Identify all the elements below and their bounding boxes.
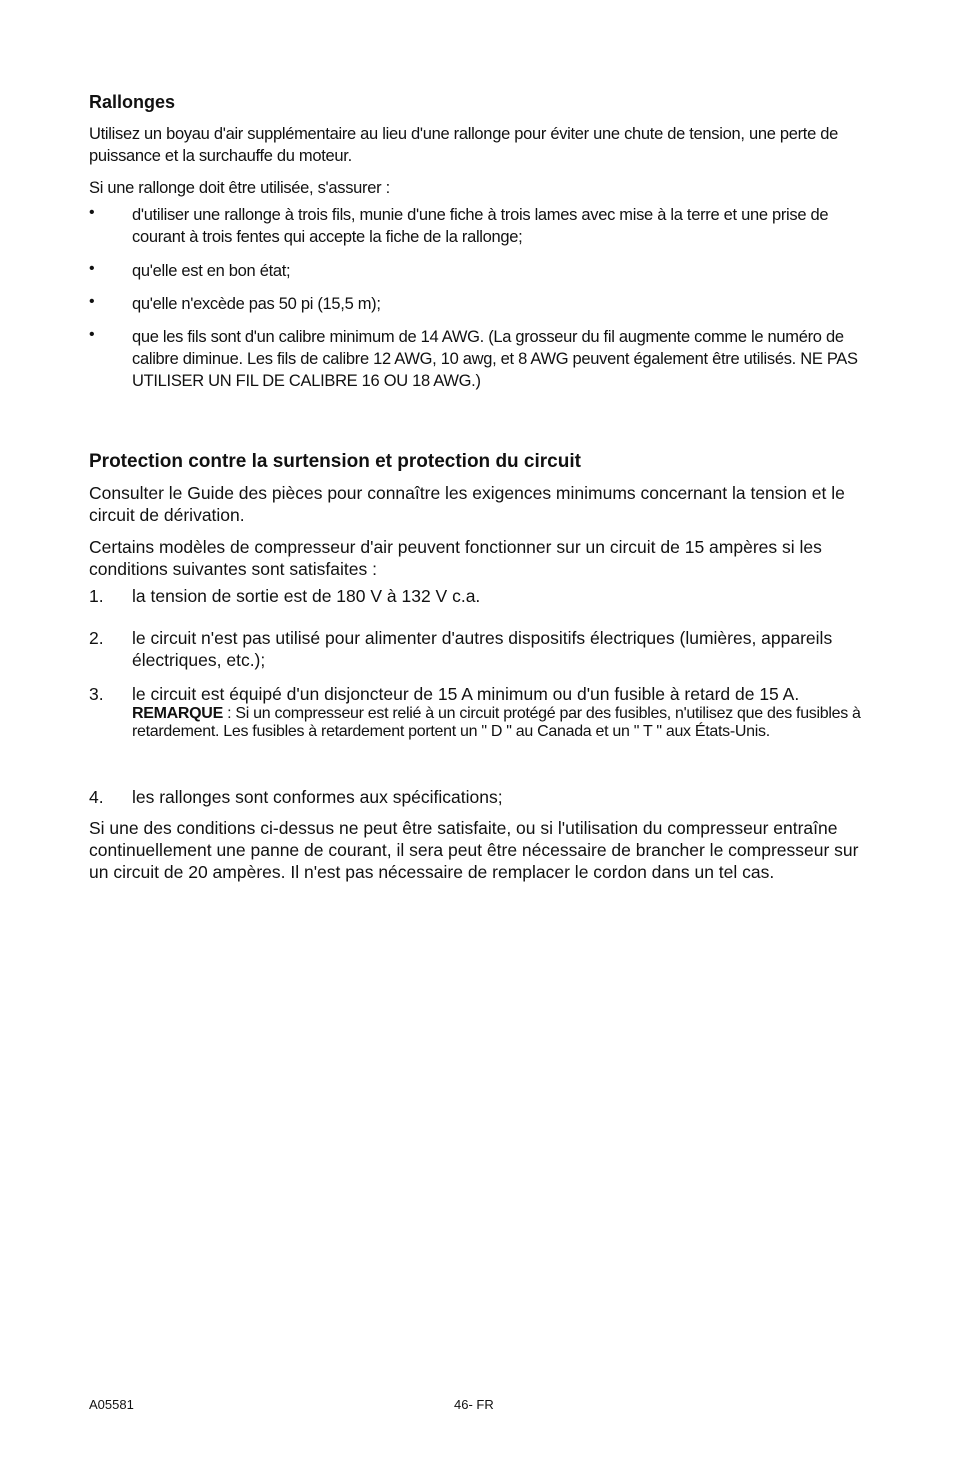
bullet-text: que les fils sont d'un calibre minimum de 14 AWG. (La grosseur du fil augmente comme le numéro de calibre diminue. Les fils de calibre 12 AWG, 10 awg, et 8 AWG peuvent également être utilisés. NE PAS UTILISER UN FIL DE CALIBRE 16 OU 18 AWG.) (132, 328, 858, 390)
item-number: 4. (89, 787, 104, 807)
bullet-marker: • (89, 326, 95, 343)
remark-note (132, 705, 861, 740)
remark-text: : Si un compresseur est relié à un circuit protégé par des fusibles, n'utilisez que des fusibles à retardement. Les fusibles à retardement portent un " D " au Canada et un " T " aux États-Unis. (132, 705, 861, 740)
bullet-marker: • (89, 204, 95, 221)
item-number: 2. (89, 628, 104, 648)
item-text-main: le circuit est équipé d'un disjoncteur de 15 A minimum ou d'un fusible à retard de 15 A. (132, 684, 800, 704)
item-text: la tension de sortie est de 180 V à 132 V c.a. (132, 586, 481, 606)
protection-paragraph-3: Si une des conditions ci-dessus ne peut être satisfaite, ou si l'utilisation du compresseur entraîne continuellement une panne de courant, il sera peut être nécessaire de brancher le compresseur sur un circuit de 20 ampères. Il n'est pas nécessaire de remplacer le cordon dans un tel cas. (89, 818, 859, 882)
rallonges-paragraph-2: Si une rallonge doit être utilisée, s'assurer : (89, 179, 390, 197)
protection-paragraph-1: Consulter le Guide des pièces pour connaître les exigences minimums concernant la tension et le circuit de dérivation. (89, 483, 845, 525)
rallonges-paragraph-1: Utilisez un boyau d'air supplémentaire au lieu d'une rallonge pour éviter une chute de tension, une perte de puissance et la surchauffe du moteur. (89, 125, 838, 165)
section-title-protection: Protection contre la surtension et protection du circuit (89, 451, 581, 472)
bullet-text: d'utiliser une rallonge à trois fils, munie d'une fiche à trois lames avec mise à la terre et une prise de courant à trois fentes qui accepte la fiche de la rallonge; (132, 206, 829, 246)
page-number: 46- FR (454, 1397, 494, 1412)
item-text: les rallonges sont conformes aux spécifications; (132, 787, 503, 807)
item-text: le circuit n'est pas utilisé pour alimenter d'autres dispositifs électriques (lumières, appareils électriques, etc.); (132, 628, 833, 670)
bullet-marker: • (89, 260, 95, 277)
remark-label: REMARQUE (132, 705, 223, 722)
item-number: 3. (89, 684, 104, 704)
bullet-text: qu'elle n'excède pas 50 pi (15,5 m); (132, 295, 381, 313)
item-number: 1. (89, 586, 104, 606)
document-code: A05581 (89, 1397, 134, 1412)
section-title-rallonges: Rallonges (89, 92, 176, 112)
item-text (132, 683, 872, 741)
bullet-marker: • (89, 293, 95, 310)
protection-paragraph-2: Certains modèles de compresseur d'air peuvent fonctionner sur un circuit de 15 ampères si les conditions suivantes sont satisfaites : (89, 537, 822, 579)
bullet-text: qu'elle est en bon état; (132, 262, 291, 280)
